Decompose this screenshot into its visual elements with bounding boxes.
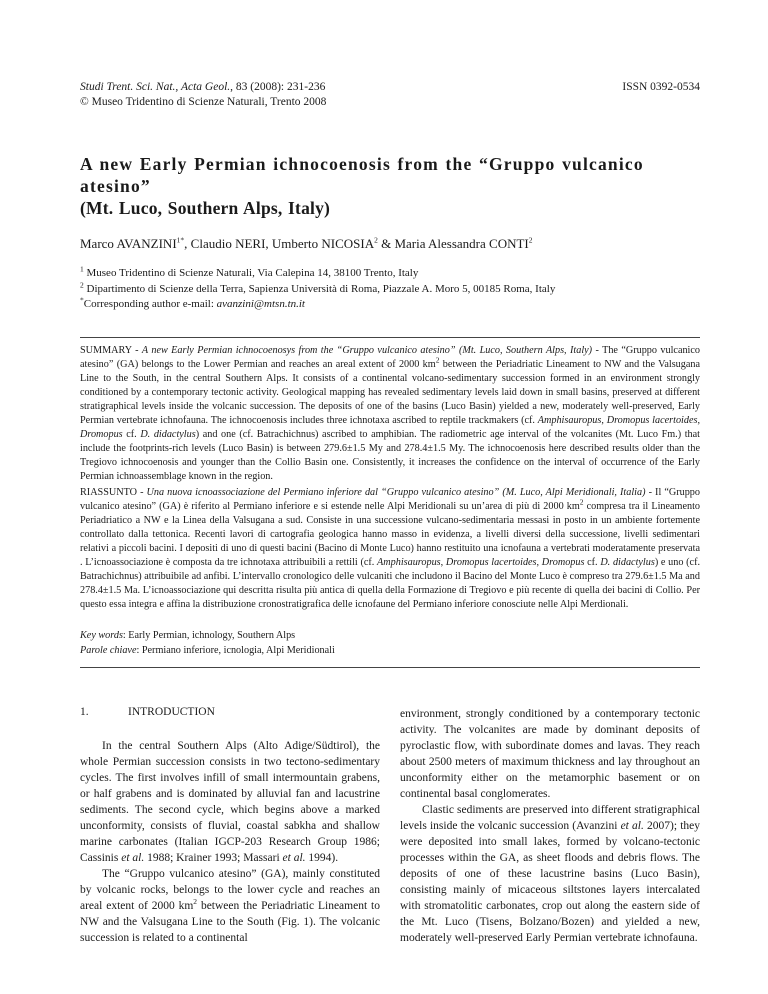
journal-name: Studi Trent. Sci. Nat., Acta Geol. <box>80 81 231 93</box>
body-text: Clastic sediments are preserved into different stratigraphical levels inside the volcanic succession (Avanzini <box>400 804 700 832</box>
section-number: 1. <box>80 706 89 718</box>
left-column <box>80 738 380 946</box>
body-superscript: 2 <box>193 897 198 907</box>
body-text: between the Periadriatic Lineament to NW and the Valsugana Line to the South (Fig. 1). The volcanic succession is related to a continental <box>80 900 380 944</box>
summary-text: , <box>601 415 607 426</box>
copyright-notice: © Museo Tridentino di Scienze Naturali, Trento 2008 <box>80 96 327 108</box>
riassunto-taxon: Amphisauropus <box>377 557 441 568</box>
keywords-it <box>80 643 335 658</box>
author-4-affiliation-mark: 2 <box>528 235 533 245</box>
issn: ISSN 0392-0534 <box>622 81 700 93</box>
author-3-affiliation-mark: 2 <box>374 235 378 245</box>
riassunto-taxon: Dromopus lacertoides <box>445 557 537 568</box>
summary-text: cf. <box>122 429 141 440</box>
author-1: Marco AVANZINI <box>80 236 177 251</box>
keywords-label: Key words <box>80 630 123 641</box>
summary-taxon: Dromopus <box>80 429 123 440</box>
corresponding-mark: * <box>80 295 84 305</box>
title-line-1: A new Early Permian ichnocoenosis from the “Gruppo vulcanico atesino” <box>80 154 644 196</box>
author-1-affiliation-mark: 1* <box>176 235 185 245</box>
corresponding-email[interactable]: avanzini@mtsn.tn.it <box>216 298 305 310</box>
right-column <box>400 706 700 946</box>
summary-text: between the Periadriatic Lineament to NW and the Valsugana Line to the South, in the central Southern Alps. It consists of a continental volcano-sedimentary succession formed in an environment strongly conditioned by a contemporary tectonic activity. Geological mapping has revealed sedimentary levels laid down in small basins, preserved at different stratigraphical levels inside the volcanic succession. The deposits of one of the basins (Luco Basin) yielded a new, moderately well-preserved, Early Permian vertebrate ichnofauna. The ichnocoenosis includes three ichnotaxa ascribed to reptile trackmakers (cf. <box>80 359 700 426</box>
divider-bottom <box>80 667 700 668</box>
affiliation-1 <box>80 266 555 282</box>
body-text: 2007); they were deposited into small lakes, formed by volcano-tectonic processes within the GA, as sheet floods and debris flows. The deposits of one of these lacustrine basins (Luco Basin), consisting mainly of micaceous siltstones layers intercalated with stromatolitic carbonates, crop out along the eastern side of the Mt. Luco (Tisens, Bolzano/Bozen) and yielded a new, moderately well-preserved Early Permian vertebrate ichnofauna. <box>400 820 701 944</box>
affiliation-2-text: Dipartimento di Scienze della Terra, Sapienza Università di Roma, Piazzale A. Moro 5, 00185 Roma, Italy <box>83 282 556 295</box>
parole-chiave-label: Parole chiave <box>80 645 137 656</box>
riassunto-text: , <box>536 557 542 568</box>
corresponding-label: Corresponding author e-mail: <box>83 298 217 310</box>
body-text: 1994). <box>305 852 339 864</box>
riassunto-text: , <box>440 557 446 568</box>
summary-taxon: Dromopus lacertoides <box>606 415 698 426</box>
riassunto-label: RIASSUNTO - <box>80 487 147 498</box>
affiliation-2 <box>80 279 556 298</box>
journal-citation <box>80 80 326 110</box>
riassunto-paragraph <box>80 486 700 612</box>
summary-paragraph <box>80 344 700 484</box>
affiliation-1-mark: 1 <box>80 264 84 274</box>
intro-paragraph-3 <box>400 802 700 946</box>
riassunto-text: - Il “Gruppo vulcanico atesino” (GA) è riferito al Permiano inferiore e si estende nelle Alpi Meridionali su un’area di più di 2000 km <box>80 487 700 512</box>
summary-text: - The “Gruppo vulcanico atesino” (GA) belongs to the Lower Permian and reaches an areal extent of 2000 km <box>80 345 701 370</box>
summary-text: , <box>697 415 700 426</box>
body-italic: et al. <box>121 852 145 864</box>
divider-top <box>80 337 700 338</box>
author-2-3: , Claudio NERI, Umberto NICOSIA <box>184 236 375 251</box>
affiliations <box>80 266 555 313</box>
affiliation-1-text: Museo Tridentino di Scienze Naturali, Via Calepina 14, 38100 Trento, Italy <box>83 267 419 279</box>
keywords-value: : Early Permian, ichnology, Southern Alps <box>122 630 296 641</box>
riassunto-taxon: D. didactylus <box>600 557 655 568</box>
summary-taxon: D. didactylus <box>140 429 196 440</box>
body-text: The “Gruppo vulcanico atesino” (GA), mainly constituted by volcanic rocks, belongs to the lower cycle and reaches an areal extent of 2000 km <box>80 868 380 912</box>
summary-title: A new Early Permian ichnocoenosys from the “Gruppo vulcanico atesino” (Mt. Luco, Southern Alps, Italy) <box>141 345 593 356</box>
riassunto-title: Una nuova icnoassociazione del Permiano inferiore dal “Gruppo vulcanico atesino” (M. Luco, Alpi Meridionali, Italia) <box>146 487 646 498</box>
summary-superscript: 2 <box>435 355 440 365</box>
riassunto-text: compresa tra il Lineamento Periadriatico a NW e la Linea della Valsugana a sud. Consiste in una successione vulcano-sedimentaria messasi in posto in un ambiente fortemente controllato dalla tettonica. Recenti lavori di cartografia geologica hanno masso in evidenza, a livelli diversi della successione, livelli sedimentari relativi a piccoli bacini. I depositi di uno di questi bacini (Bacino di Monte Luco) hanno restituito una icnofauna a vertebrati moderatamente preservata . L’icnoassociazione è composta da tre ichnotaxa attribuibili a rettili (cf. <box>80 501 700 568</box>
summary-label: SUMMARY - <box>80 345 142 356</box>
intro-paragraph-1 <box>80 738 380 866</box>
author-list <box>80 236 533 252</box>
summary-taxon: Amphisauropus <box>537 415 602 426</box>
corresponding-author <box>80 297 555 313</box>
article-title <box>80 153 700 219</box>
parole-chiave-value: : Permiano inferiore, icnologia, Alpi Meridionali <box>136 645 335 656</box>
keywords-en <box>80 628 335 643</box>
author-4: & Maria Alessandra CONTI <box>377 236 529 251</box>
affiliation-2-mark: 2 <box>80 279 84 289</box>
summary-text: ) and one (cf. Batrachichnus) ascribed to amphibian. The radiometric age interval of the volcanites (Mt. Luco Fm.) that include the footprints-rich levels (Luco Basin) is between 279.6±1.5 My and 278.4±1.5 My. The ichnocoenosis here described results older than the Tregiovo ichnocoenosis and younger than the Collio Basin one. Consistently, it increases the confidence on the interval of occurrence of the Early Permian ichnoassemblage known in the region. <box>80 429 700 482</box>
riassunto-text: cf. <box>584 557 601 568</box>
title-line-2: (Mt. Luco, Southern Alps, Italy) <box>80 198 331 218</box>
intro-paragraph-2-continued: environment, strongly conditioned by a contemporary tectonic activity. The volcanites are made by dominant deposits of pyroclastic flow, with subordinate domes and lavas. They reach about 2500 meters of maximum thickness and lay throughout an unconformity either on the metamorphic basement or on continental basal conglomerates. <box>400 708 700 800</box>
riassunto-taxon: Dromopus <box>541 557 585 568</box>
section-heading <box>80 706 215 718</box>
body-text: In the central Southern Alps (Alto Adige/Südtirol), the whole Permian succession consists in two tectono-sedimentary cycles. The first involves infill of small intermountain grabens, or half grabens and is dominated by alluvial fan and lacustrine sediments. The second cycle, which begins above a marked unconformity, consists of fluvial, coastal sabkha and shallow marine carbonates (Italian IGCP-203 Research Group 1986; Cassinis <box>80 740 380 864</box>
body-italic: et al. <box>620 820 644 832</box>
section-title: INTRODUCTION <box>128 706 215 718</box>
intro-paragraph-2 <box>80 866 380 946</box>
body-italic: et al. <box>282 852 306 864</box>
riassunto-superscript: 2 <box>579 497 584 507</box>
volume-pages: , 83 (2008): 231-236 <box>230 81 326 93</box>
body-text: 1988; Krainer 1993; Massari <box>144 852 283 864</box>
keywords <box>80 628 335 658</box>
riassunto-text: ) e uno (cf. Batrachichnus) attribuibile ad anfibi. L’intervallo cronologico delle vulcaniti che includono il Bacino del Monte Luco è compreso tra 279.6±1.5 Ma and 278.4±1.5 Ma. L’icnoassociazione qui descritta risulta più antica di quella della Formazione di Tregiovo e più recente di quella dei bacini di Collio. Per questo essa integra e affina la distribuzione cronostratigrafica delle icnofaune del Permiano inferiore conosciute nelle Alpi Merdionali. <box>80 557 701 610</box>
